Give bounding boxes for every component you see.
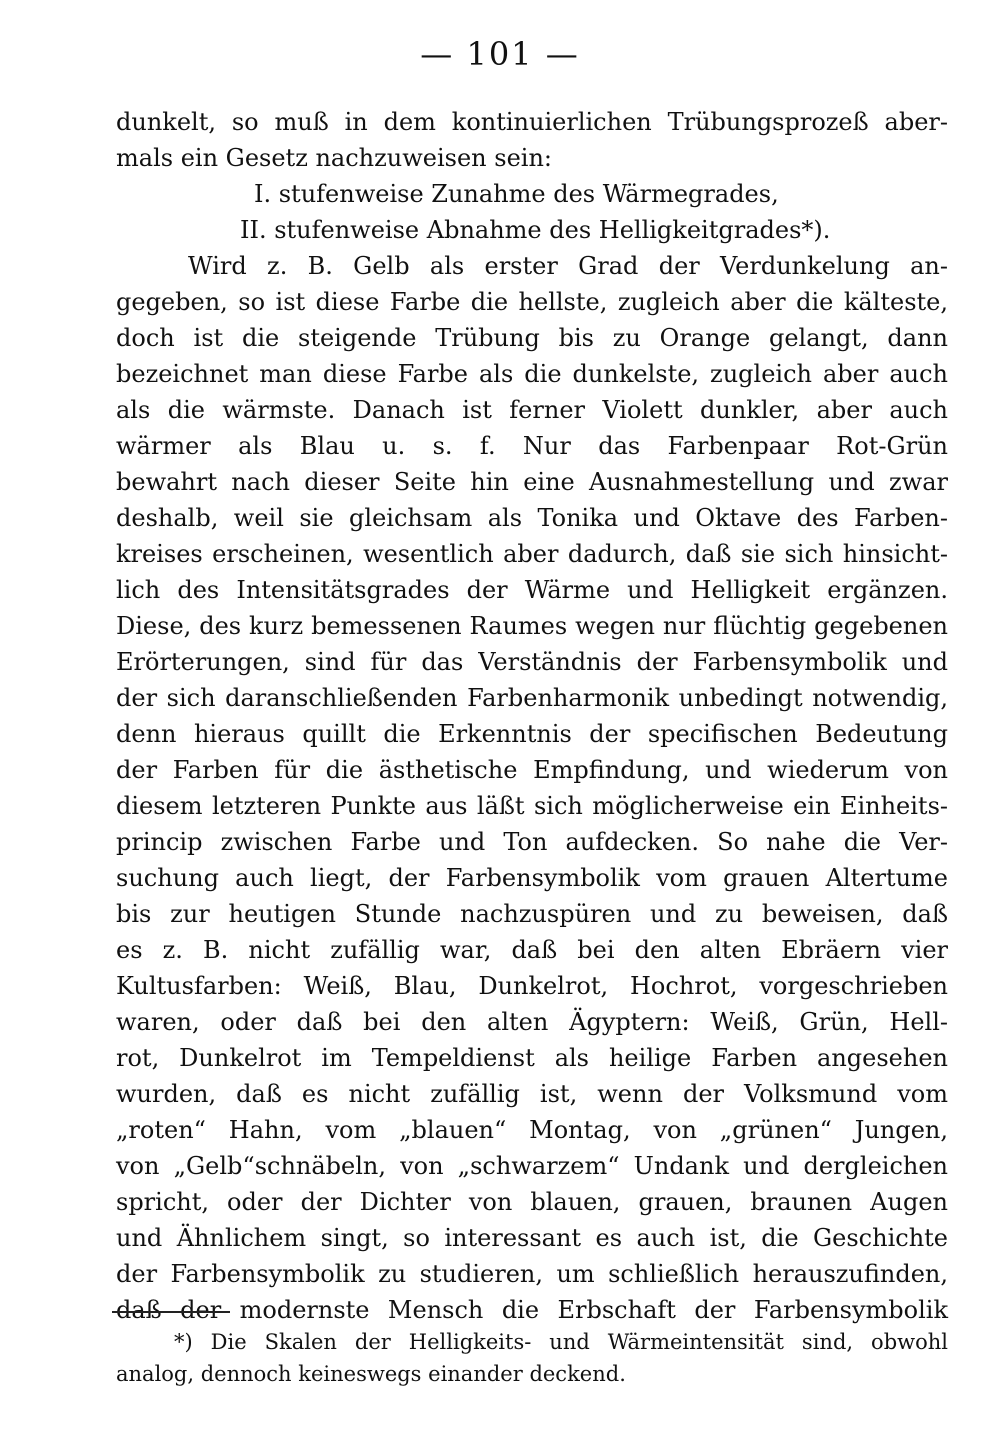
text-line: diesem letzteren Punkte aus läßt sich möglicherweise ein Einheits- [116,792,948,820]
text-line: daß der modernste Mensch die Erbschaft der Farbensymbolik [116,1296,948,1324]
text-line: princip zwischen Farbe und Ton aufdecken. So nahe die Ver- [116,828,948,856]
text-line: und Ähnlichem singt, so interessant es auch ist, die Geschichte [116,1224,948,1252]
footnote-line: analog, dennoch keineswegs einander deckend. [116,1362,626,1386]
text-line: doch ist die steigende Trübung bis zu Orange gelangt, dann [116,324,948,352]
text-line: gegeben, so ist diese Farbe die hellste, zugleich aber die kälteste, [116,288,948,316]
text-line: als die wärmste. Danach ist ferner Violett dunkler, aber auch [116,396,948,424]
text-line: von „Gelb“schnäbeln, von „schwarzem“ Undank und dergleichen [116,1152,948,1180]
text-line: bis zur heutigen Stunde nachzuspüren und zu beweisen, daß [116,900,948,928]
text-line: lich des Intensitätsgrades der Wärme und Helligkeit ergänzen. [116,576,948,604]
text-line: rot, Dunkelrot im Tempeldienst als heilige Farben angesehen [116,1044,948,1072]
list-item-1: I. stufenweise Zunahme des Wärmegrades, [254,180,779,208]
footnote [116,1326,948,1390]
text-line: Kultusfarben: Weiß, Blau, Dunkelrot, Hochrot, vorgeschrieben [116,972,948,1000]
text-line: wärmer als Blau u. s. f. Nur das Farbenpaar Rot-Grün [116,432,948,460]
text-line: der Farben für die ästhetische Empfindung, und wiederum von [116,756,948,784]
footnote-divider [112,1311,230,1313]
text-line: dunkelt, so muß in dem kontinuierlichen Trübungsprozeß aber- [116,108,948,136]
text-line: der Farbensymbolik zu studieren, um schließlich herauszufinden, [116,1260,948,1288]
text-line: waren, oder daß bei den alten Ägyptern: Weiß, Grün, Hell- [116,1008,948,1036]
text-line: deshalb, weil sie gleichsam als Tonika und Oktave des Farben- [116,504,948,532]
text-line: „roten“ Hahn, vom „blauen“ Montag, von „grünen“ Jungen, [116,1116,948,1144]
text-line: bezeichnet man diese Farbe als die dunkelste, zugleich aber auch [116,360,948,388]
text-line: suchung auch liegt, der Farbensymbolik vom grauen Altertume [116,864,948,892]
text-line: Wird z. B. Gelb als erster Grad der Verdunkelung an- [188,252,948,280]
text-line: es z. B. nicht zufällig war, daß bei den alten Ebräern vier [116,936,948,964]
text-line: denn hieraus quillt die Erkenntnis der specifischen Bedeutung [116,720,948,748]
text-line: bewahrt nach dieser Seite hin eine Ausnahmestellung und zwar [116,468,948,496]
text-line: wurden, daß es nicht zufällig ist, wenn der Volksmund vom [116,1080,948,1108]
footnote-line: *) Die Skalen der Helligkeits- und Wärmeintensität sind, obwohl [174,1330,948,1354]
text-line: Diese, des kurz bemessenen Raumes wegen nur flüchtig gegebenen [116,612,948,640]
text-line: kreises erscheinen, wesentlich aber dadurch, daß sie sich hinsicht- [116,540,948,568]
page-number: — 101 — [420,35,580,73]
text-line: der sich daranschließenden Farbenharmonik unbedingt notwendig, [116,684,948,712]
list-item-2: II. stufenweise Abnahme des Helligkeitgrades*). [240,216,831,244]
body-text [116,104,948,1328]
text-line: mals ein Gesetz nachzuweisen sein: [116,144,552,172]
text-line: spricht, oder der Dichter von blauen, grauen, braunen Augen [116,1188,948,1216]
text-line: Erörterungen, sind für das Verständnis der Farbensymbolik und [116,648,948,676]
